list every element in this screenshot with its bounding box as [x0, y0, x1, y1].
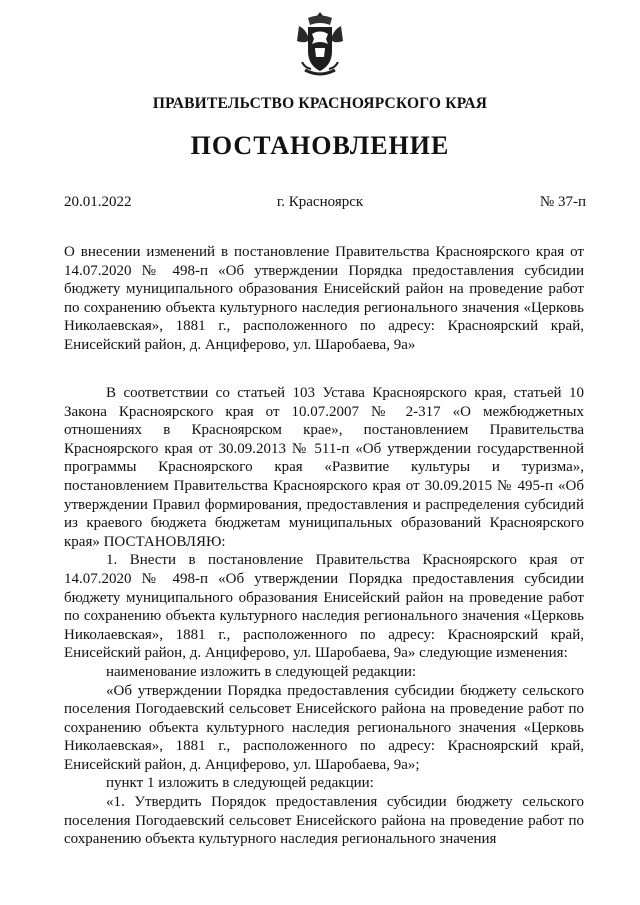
body-paragraph-item-1: 1. Внести в постановление Правительства Красноярского края от 14.07.2020 № 498-п «Об утверждении Порядка предоставления субсидии бюджету муниципального образования Енисейский район на проведение работ по сохранению объекта культурного наследия регионального значения «Церковь Николаевская», 1881 г., расположенного по адресу: Красноярский край, Енисейский район, д. Анциферово, ул. Шаробаева, 9а» следующие изменения:: [64, 552, 584, 662]
document-body: [64, 384, 584, 849]
document-number: № 37-п: [539, 194, 586, 210]
government-title: ПРАВИТЕЛЬСТВО КРАСНОЯРСКОГО КРАЯ: [152, 95, 488, 112]
coat-of-arms-emblem: [293, 10, 347, 80]
body-paragraph-clause-change: пункт 1 изложить в следующей редакции:: [106, 775, 374, 792]
body-paragraph-title-change: наименование изложить в следующей редакции:: [106, 663, 417, 680]
body-paragraph-new-title: «Об утверждении Порядка предоставления субсидии бюджету сельского поселения Погодаевский сельсовет Енисейского района на проведение работ по сохранению объекта культурного наследия регионального значения «Церковь Николаевская», 1881 г., расположенного по адресу: Красноярский край, Енисейский район, д. Анциферово, ул. Шаробаева, 9а»;: [64, 682, 584, 773]
body-paragraph-preamble: В соответствии со статьей 103 Устава Красноярского края, статьей 10 Закона Красноярского края от 10.07.2007 № 2-317 «О межбюджетных отношениях в Красноярском крае», постановлением Правительства Красноярского края от 30.09.2013 № 511-п «Об утверждении государственной программы Красноярского края «Развитие культуры и туризма», постановлением Правительства Красноярского края от 30.09.2015 № 495-п «Об утверждении Правил формирования, предоставления и распределения субсидий из краевого бюджета бюджетам муниципальных образований Красноярского края» ПОСТАНОВЛЯЮ:: [64, 385, 584, 550]
document-subject: [64, 243, 584, 355]
document-type-title: ПОСТАНОВЛЕНИЕ: [190, 131, 450, 160]
document-date: 20.01.2022: [64, 194, 132, 210]
document-city: г. Красноярск: [276, 194, 364, 210]
subject-text: О внесении изменений в постановление Правительства Красноярского края от 14.07.2020 № 498-п «Об утверждении Порядка предоставления субсидии бюджету муниципального образования Енисейский район на проведение работ по сохранению объекта культурного наследия регионального значения «Церковь Николаевская», 1881 г., расположенного по адресу: Красноярский край, Енисейский район, д. Анциферово, ул. Шаробаева, 9а»: [64, 244, 584, 353]
body-paragraph-clause-1: «1. Утвердить Порядок предоставления субсидии бюджету сельского поселения Погодаевский сельсовет Енисейского района на проведение работ по сохранению объекта культурного наследия регионального значения: [64, 794, 584, 848]
